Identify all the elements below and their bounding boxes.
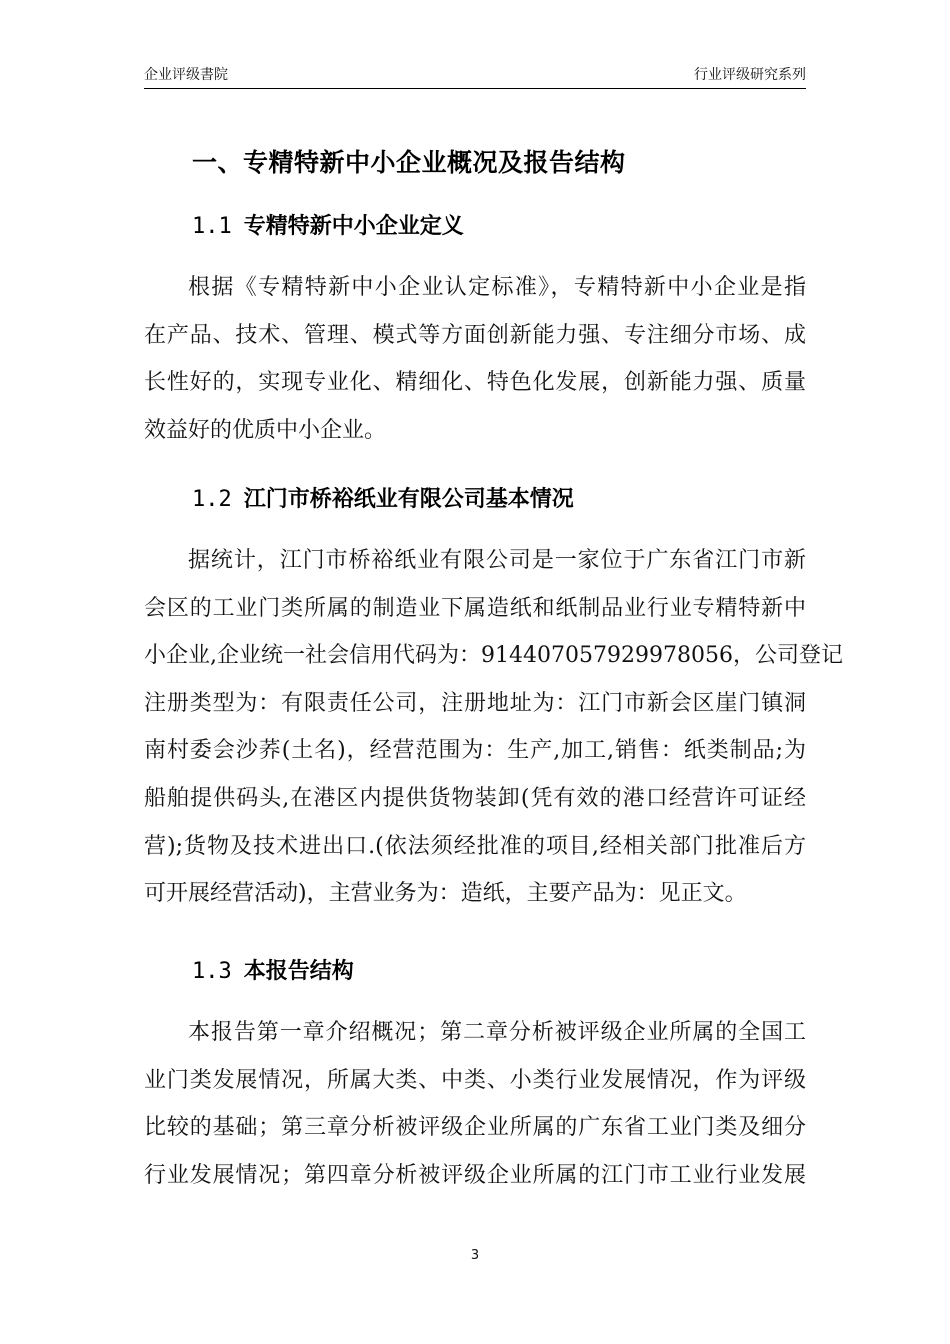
- section-title: 专精特新中小企业定义: [243, 214, 464, 239]
- section-heading-1-3: [192, 955, 354, 989]
- paragraph-definition: [144, 264, 806, 454]
- chapter-title: 一、专精特新中小企业概况及报告结构: [192, 148, 626, 177]
- paragraph-line: 南村委会沙荞(土名)，经营范围为：生产,加工,销售：纸类制品;为: [144, 738, 806, 764]
- section-title: 本报告结构: [243, 959, 354, 984]
- paragraph-line: 据统计，江门市桥裕纸业有限公司是一家位于广东省江门市新: [188, 548, 806, 573]
- paragraph-line: 行业发展情况；第四章分析被评级企业所属的江门市工业行业发展: [144, 1162, 806, 1188]
- paragraph-line: 营);货物及技术进出口.(依法须经批准的项目,经相关部门批准后方: [144, 833, 806, 859]
- page-number: 3: [470, 1248, 480, 1263]
- paragraph-line: 会区的工业门类所属的制造业下属造纸和纸制品业行业专精特新中: [144, 595, 806, 621]
- paragraph-line: 效益好的优质中小企业。: [144, 417, 387, 443]
- header-rule: [144, 88, 806, 89]
- paragraph-report-structure: [144, 1009, 806, 1199]
- paragraph-line: 可开展经营活动)，主营业务为：造纸，主要产品为：见正文。: [144, 881, 747, 907]
- section-number: 1.2: [192, 487, 232, 512]
- paragraph-line: 注册类型为：有限责任公司，注册地址为：江门市新会区崖门镇洞: [144, 690, 806, 716]
- section-number: 1.1: [192, 214, 232, 239]
- paragraph-line: 本报告第一章介绍概况；第二章分析被评级企业所属的全国工: [188, 1020, 806, 1045]
- section-heading-1-1: [192, 210, 464, 244]
- paragraph-line: 业门类发展情况，所属大类、中类、小类行业发展情况，作为评级: [144, 1067, 806, 1093]
- paragraph-line: 根据《专精特新中小企业认定标准》，专精特新中小企业是指: [188, 275, 806, 300]
- paragraph-company-info: [144, 537, 843, 918]
- paragraph-line: 比较的基础；第三章分析被评级企业所属的广东省工业门类及细分: [144, 1115, 806, 1141]
- header-left-text: 企业评级書院: [144, 67, 228, 83]
- section-number: 1.3: [192, 959, 232, 984]
- paragraph-line: 在产品、技术、管理、模式等方面创新能力强、专注细分市场、成: [144, 322, 806, 348]
- paragraph-line: 长性好的，实现专业化、精细化、特色化发展，创新能力强、质量: [144, 370, 806, 396]
- header-right-text: 行业评级研究系列: [694, 67, 806, 83]
- section-title: 江门市桥裕纸业有限公司基本情况: [243, 487, 574, 512]
- paragraph-line: 船舶提供码头,在港区内提供货物装卸(凭有效的港口经营许可证经: [144, 785, 806, 811]
- paragraph-line: 小企业,企业统一社会信用代码为：914407057929978056，公司登记: [144, 643, 843, 669]
- section-heading-1-2: [192, 483, 574, 517]
